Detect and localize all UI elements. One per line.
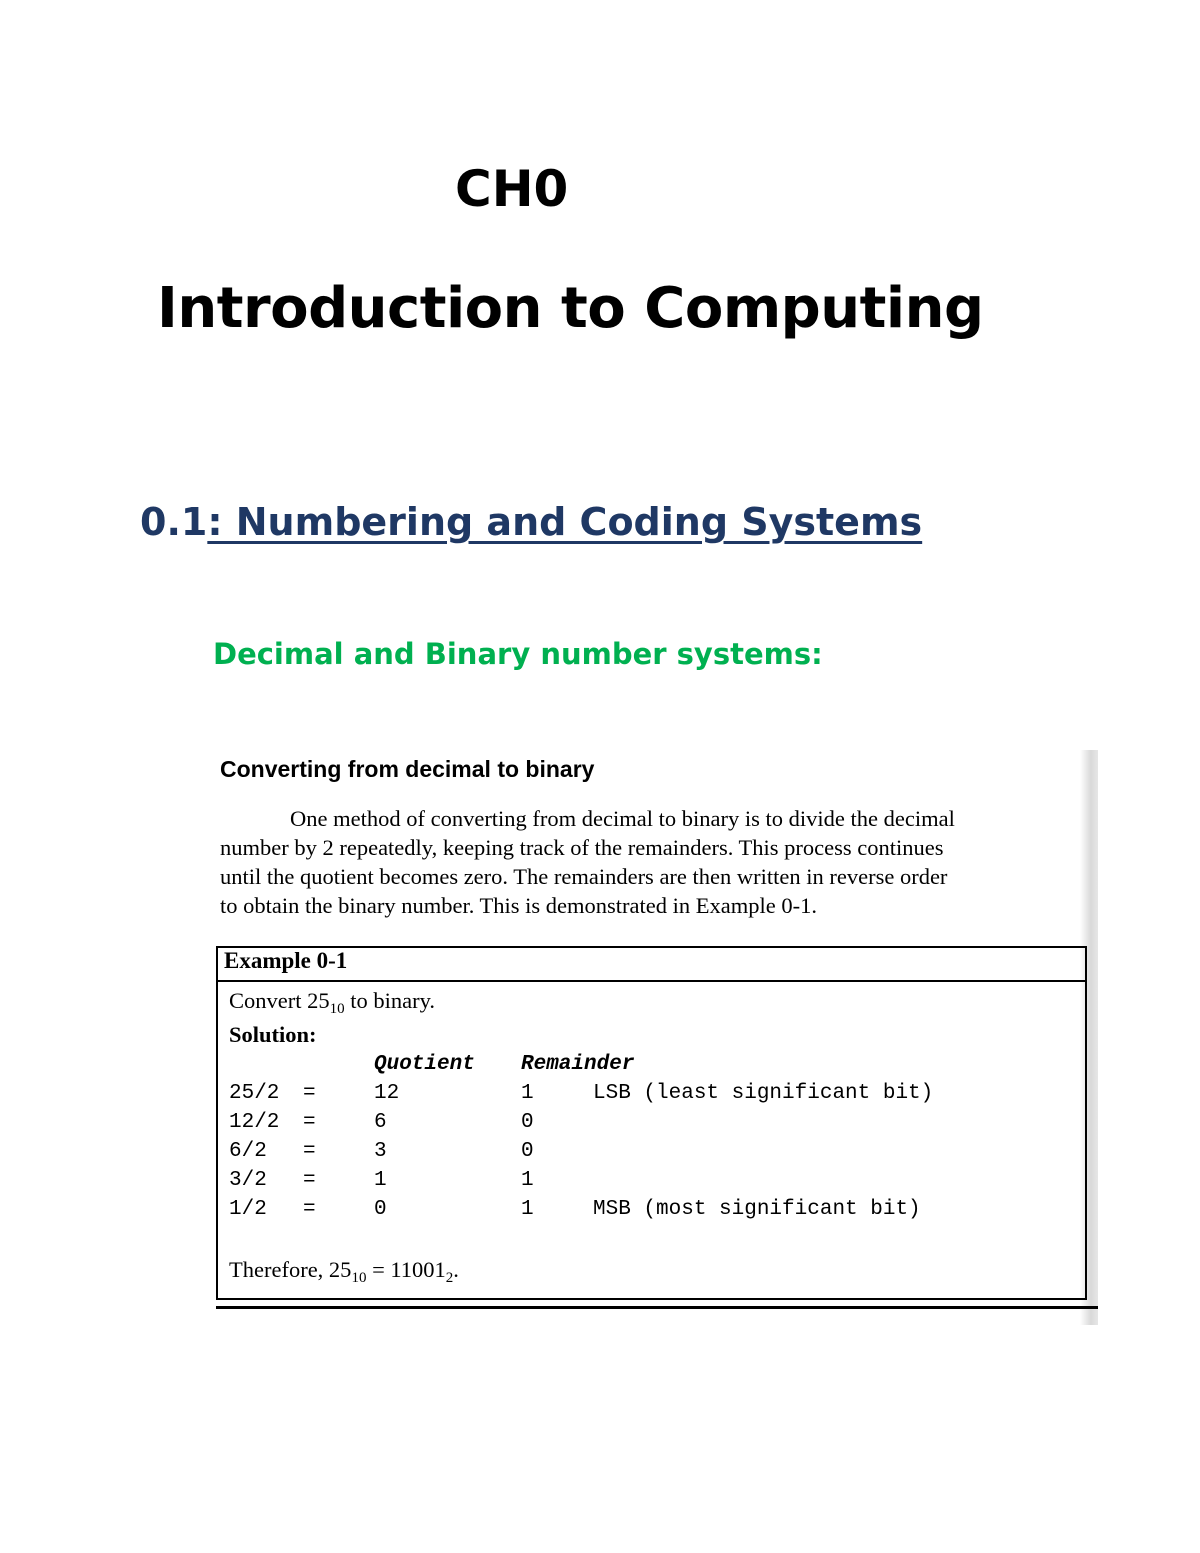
table-cell-div: 1/2 xyxy=(229,1198,267,1221)
table-cell-r: 1 xyxy=(521,1198,534,1221)
table-cell-q: 6 xyxy=(374,1111,387,1134)
conclusion-base-2: 2 xyxy=(445,1270,454,1286)
convert-prefix: Convert 25 xyxy=(229,988,330,1013)
table-cell-q: 0 xyxy=(374,1198,387,1221)
conclusion-prefix: Therefore, 25 xyxy=(229,1257,352,1282)
excerpt-paragraph-line: to obtain the binary number. This is demonstrated in Example 0-1. xyxy=(220,893,817,918)
chapter-label: CH0 xyxy=(455,160,569,218)
solution-label: Solution: xyxy=(229,1022,317,1047)
conclusion xyxy=(229,1257,459,1287)
subheading: Decimal and Binary number systems: xyxy=(213,637,823,671)
table-cell-div: 3/2 xyxy=(229,1169,267,1192)
conclusion-binary: = 11001 xyxy=(366,1257,446,1282)
section-heading xyxy=(140,500,922,544)
table-cell-div: 25/2 xyxy=(229,1082,280,1105)
column-header-remainder: Remainder xyxy=(521,1053,635,1076)
example-title: Example 0-1 xyxy=(224,948,348,973)
conclusion-base-10: 10 xyxy=(351,1270,367,1286)
column-header-quotient: Quotient xyxy=(374,1053,475,1076)
table-cell-q: 3 xyxy=(374,1140,387,1163)
table-cell-r: 1 xyxy=(521,1169,534,1192)
table-cell-eq: = xyxy=(303,1140,316,1163)
table-cell-q: 12 xyxy=(374,1082,400,1105)
excerpt-paragraph-line: until the quotient becomes zero. The remainders are then written in reverse order xyxy=(220,864,948,889)
convert-base: 10 xyxy=(329,1001,345,1017)
table-cell-div: 6/2 xyxy=(229,1140,267,1163)
table-cell-r: 1 xyxy=(521,1082,534,1105)
excerpt-paragraph-line: number by 2 repeatedly, keeping track of the remainders. This process continues xyxy=(220,835,944,860)
table-cell-eq: = xyxy=(303,1198,316,1221)
section-number: 0.1 xyxy=(140,500,208,544)
table-cell-note: MSB (most significant bit) xyxy=(593,1198,921,1221)
page-title: Introduction to Computing xyxy=(157,276,984,341)
table-cell-r: 0 xyxy=(521,1111,534,1134)
excerpt-paragraph-line: One method of converting from decimal to binary is to divide the decimal xyxy=(290,806,955,831)
table-cell-eq: = xyxy=(303,1111,316,1134)
table-cell-note: LSB (least significant bit) xyxy=(593,1082,934,1105)
convert-suffix: to binary. xyxy=(344,988,436,1013)
table-cell-div: 12/2 xyxy=(229,1111,280,1134)
example-problem xyxy=(229,988,435,1018)
section-title: : Numbering and Coding Systems xyxy=(207,500,923,544)
table-cell-eq: = xyxy=(303,1169,316,1192)
table-cell-q: 1 xyxy=(374,1169,387,1192)
conclusion-period: . xyxy=(453,1257,459,1282)
table-cell-eq: = xyxy=(303,1082,316,1105)
excerpt-heading: Converting from decimal to binary xyxy=(220,756,595,782)
example-bottom-rule xyxy=(216,1306,1098,1309)
example-divider xyxy=(216,980,1087,982)
table-cell-r: 0 xyxy=(521,1140,534,1163)
